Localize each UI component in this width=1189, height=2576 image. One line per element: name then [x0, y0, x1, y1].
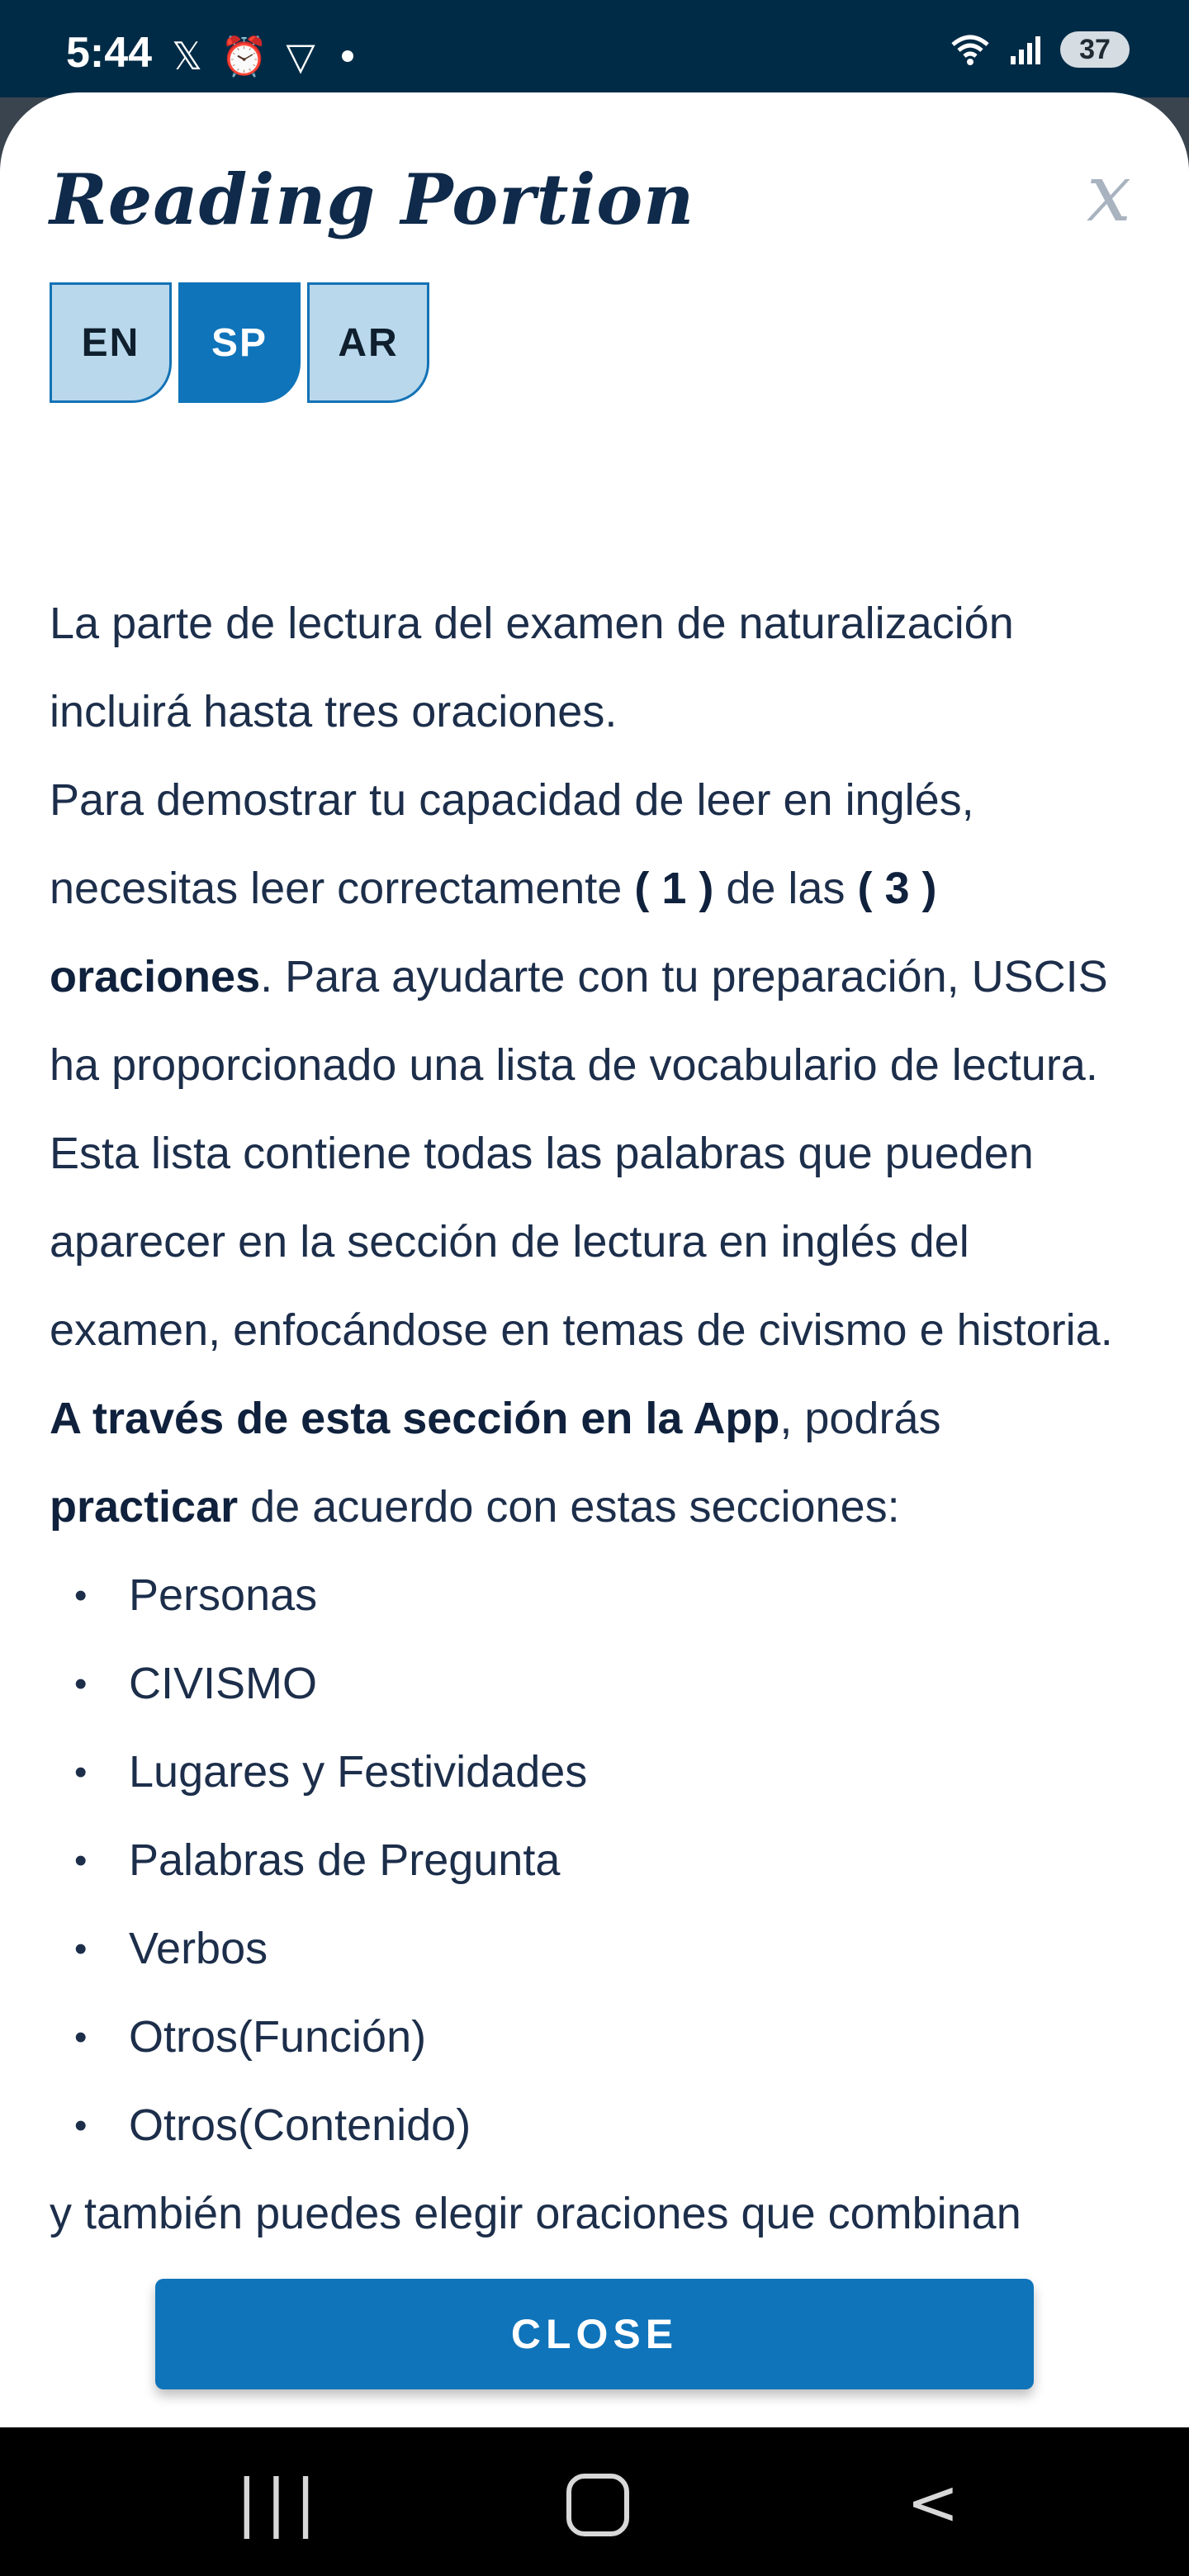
details-text: de acuerdo con estas secciones:: [238, 1482, 900, 1532]
close-icon[interactable]: x: [1086, 147, 1131, 239]
list-item: • Otros(Función): [50, 1993, 1139, 2081]
list-item: • Otros(Contenido): [50, 2081, 1139, 2170]
intro-paragraph: La parte de lectura del examen de naturalización incluirá hasta tres oraciones.: [50, 599, 1014, 736]
list-item: • Verbos: [50, 1905, 1139, 1993]
recents-icon[interactable]: |||: [236, 2465, 324, 2539]
reading-portion-modal: [0, 92, 1189, 2427]
list-item: • Palabras de Pregunta: [50, 1816, 1139, 1905]
trailing-text: y también puedes elegir oraciones que combinan: [50, 2189, 1021, 2238]
tab-sp[interactable]: SP: [178, 282, 301, 403]
x-logo-icon: 𝕏: [172, 35, 203, 78]
language-tabs: [50, 282, 429, 403]
details-text: . Para ayudarte con tu preparación, USCIS ha proporcionado una lista de vocabulario de lectura. Esta lista contiene todas las palabras que pueden aparecer en la sección de lectura en inglés del examen, enfocándose en temas de civismo e historia.: [50, 952, 1113, 1355]
signal-icon: [1009, 33, 1042, 66]
back-icon[interactable]: <: [907, 2465, 959, 2539]
tab-ar[interactable]: AR: [307, 282, 429, 403]
details-paragraph: [50, 756, 1139, 1551]
list-item: • Personas: [50, 1551, 1139, 1640]
wifi-icon: [950, 33, 991, 66]
list-item: • CIVISMO: [50, 1640, 1139, 1728]
status-bar: [0, 0, 1189, 97]
reading-content: [50, 580, 1139, 2258]
details-text: de las: [713, 864, 858, 913]
home-icon[interactable]: [566, 2474, 629, 2536]
status-system-icons: [950, 31, 1130, 68]
status-notification-icons: [172, 33, 353, 79]
tab-en[interactable]: EN: [50, 282, 172, 403]
details-text: Para demostrar tu capacidad de leer en inglés, necesitas leer correctamente: [50, 775, 974, 913]
close-button[interactable]: CLOSE: [155, 2279, 1034, 2389]
practice-highlight: practicar: [50, 1482, 239, 1532]
required-count: ( 1 ): [634, 864, 714, 913]
battery-indicator: 37: [1060, 31, 1130, 68]
total-sentences: ( 3 ) oraciones: [50, 864, 937, 1002]
sections-list: [50, 1551, 1139, 2170]
list-item: • Lugares y Festividades: [50, 1728, 1139, 1816]
app-section-highlight: A través de esta sección en la App: [50, 1394, 780, 1443]
modal-title: Reading Portion: [50, 159, 695, 240]
alarm-icon: ⏰: [220, 35, 268, 78]
notification-dot-icon: [342, 50, 353, 62]
vpn-icon: ▽: [286, 35, 315, 78]
status-time: 5:44: [66, 29, 153, 77]
details-text: , podrás: [779, 1394, 941, 1443]
system-nav-bar: [0, 2427, 1189, 2576]
